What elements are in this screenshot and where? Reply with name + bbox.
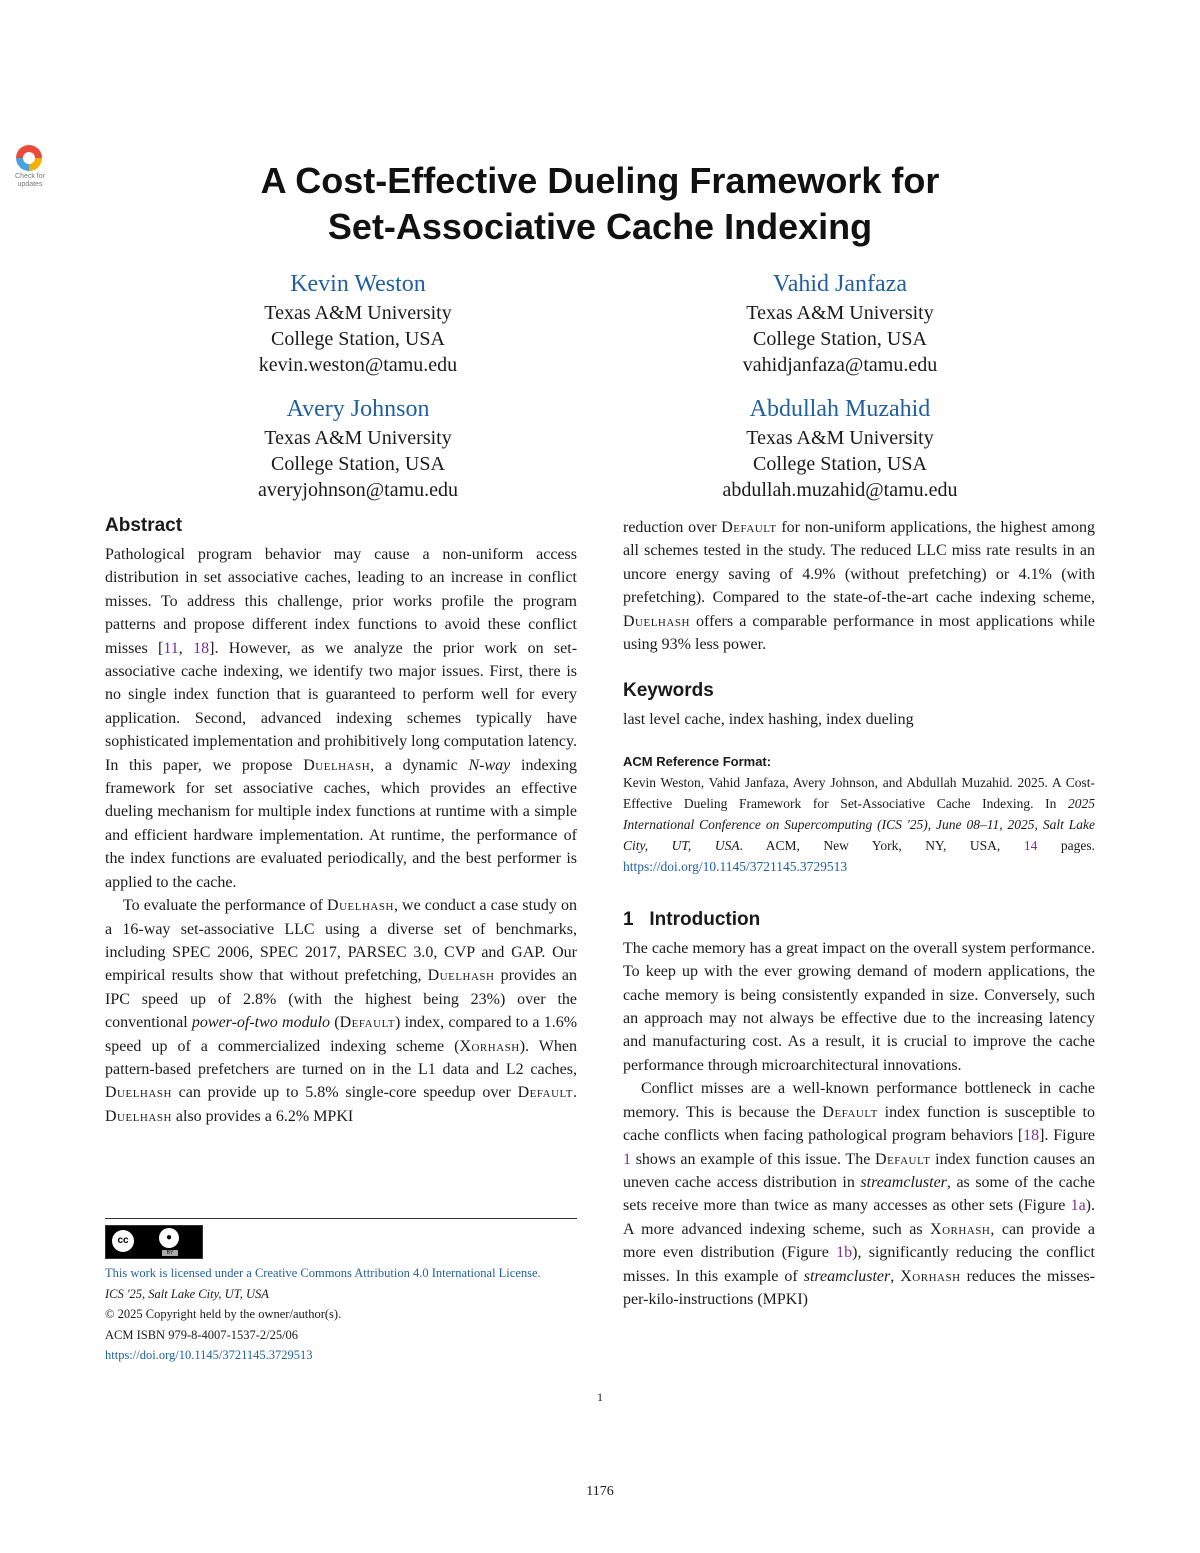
introduction-heading: 1 Introduction (623, 908, 761, 930)
citation-link[interactable]: 18 (193, 639, 210, 657)
license-isbn: ACM ISBN 979-8-4007-1537-2/25/06 (105, 1327, 299, 1342)
pages-link[interactable]: 14 (1023, 837, 1038, 853)
author-email[interactable]: vahidjanfaza@tamu.edu (742, 354, 938, 376)
author-block (148, 393, 568, 503)
author-name: Vahid Janfaza (773, 271, 907, 297)
citation-link[interactable]: 18 (1023, 1127, 1040, 1145)
duelhash-term: Duelhash (303, 756, 371, 774)
paper-title-line1: A Cost-Effective Dueling Framework for (260, 160, 940, 201)
license-footnote (105, 1263, 577, 1366)
author-block (630, 268, 1050, 378)
license-link[interactable]: This work is licensed under a Creative Commons Attribution 4.0 International License. (105, 1266, 541, 1280)
abstract-paragraph-1: Pathological program behavior may cause a non-uniform access distribution in set associative caches, leading to an increase in conflict misses. To address this challenge, prior works profile the program patterns and propose different index functions to avoid these conflict misses [11, 18]. However, as we analyze the prior work on set-associative cache indexing, we identify two major issues. First, there is no single index function that is guaranteed to perform well for every application. Second, advanced indexing schemes typically have sophisticated implementation and prohibitively long computation latency. In this paper, we propose Duelhash, a dynamic N-way indexing framework for set associative caches, which provides an effective dueling mechanism for multiple index functions at runtime with a simple and efficient hardware implementation. At runtime, the performance of the index functions are evaluated periodically, and the best performer is applied to the cache. (105, 546, 578, 891)
cc-icon: cc (112, 1230, 134, 1252)
author-affiliation: Texas A&M University (264, 427, 452, 449)
author-name: Kevin Weston (290, 271, 426, 297)
badge-label: Check for updates (15, 173, 45, 188)
intro-paragraph-2: Conflict misses are a well-known performance bottleneck in cache memory. This is because the Default index function is susceptible to cache conflicts when facing pathological program behaviors [18]. Figure 1 shows an example of this issue. The Default index function causes an uneven cache access distribution in streamcluster, as some of the cache sets receive more than twice as many accesses as other sets (Figure 1a). A more advanced indexing scheme, such as Xorhash, can provide a more even distribution (Figure 1b), significantly reducing the conflict misses. In this example of streamcluster, Xorhash reduces the misses-per-kilo-instructions (MPKI) (623, 1080, 1096, 1308)
keywords-heading: Keywords (623, 680, 714, 702)
author-location: College Station, USA (753, 453, 927, 475)
author-block (148, 268, 568, 378)
author-email[interactable]: averyjohnson@tamu.edu (257, 479, 459, 501)
figure-link[interactable]: 1a (1070, 1197, 1086, 1215)
paper-title-line2: Set-Associative Cache Indexing (327, 206, 873, 247)
abstract-continuation: reduction over Default for non-uniform applications, the highest among all schemes tested in the study. The reduced LLC miss rate results in an uncore energy saving of 4.9% (without prefetching) or 4.1% (with prefetching). Compared to the state-of-the-art cache indexing scheme, Duelhash offers a comparable performance in most applications while using 93% less power. (623, 519, 1095, 654)
author-affiliation: Texas A&M University (264, 302, 452, 324)
attribution-icon: ● (159, 1228, 179, 1248)
right-column (623, 516, 1095, 1311)
author-name: Abdullah Muzahid (749, 396, 931, 422)
inner-page-number: 1 (597, 1390, 603, 1404)
citation-link[interactable]: 11 (163, 639, 179, 657)
cc-by-license-icon[interactable] (105, 1225, 203, 1259)
abstract-heading: Abstract (105, 515, 183, 536)
acm-reference-text: Kevin Weston, Vahid Janfaza, Avery Johnson, and Abdullah Muzahid. 2025. A Cost-Effective Dueling Framework for Set-Associative Cache Indexing. In 2025 International Conference on Supercomputing (ICS '25), June 08–11, 2025, Salt Lake City, UT, USA. ACM, New York, NY, USA, 14 pages. https://doi.org/10.1145/3721145.3729513 (623, 774, 1095, 874)
author-name: Avery Johnson (286, 396, 430, 422)
abstract-paragraph-2: To evaluate the performance of Duelhash, we conduct a case study on a 16-way set-associative LLC using a diverse set of benchmarks, including SPEC 2006, SPEC 2017, PARSEC 3.0, CVP and GAP. Our empirical results show that without prefetching, Duelhash provides an IPC speed up of 2.8% (with the highest being 23%) over the conventional power-of-two modulo (Default) index, compared to a 1.6% speed up of a commercialized indexing scheme (Xorhash). When pattern-based prefetchers are turned on in the L1 data and L2 caches, Duelhash can provide up to 5.8% single-core speedup over Default. Duelhash also provides a 6.2% MPKI (105, 897, 578, 1125)
author-affiliation: Texas A&M University (746, 302, 934, 324)
license-doi-link[interactable]: https://doi.org/10.1145/3721145.3729513 (105, 1348, 313, 1362)
by-label: BY (162, 1250, 178, 1256)
intro-paragraph-1: The cache memory has a great impact on the overall system performance. To keep up with the ever growing demand of modern applications, the cache memory is being consistently expanded in size. Conversely, such an approach may not always be effective due to the increasing latency and manufacturing cost. As a result, it is crucial to improve the cache performance through microarchitectural innovations. (623, 939, 1095, 1074)
author-location: College Station, USA (271, 328, 445, 350)
keywords-text: last level cache, index hashing, index dueling (623, 711, 914, 729)
author-email[interactable]: abdullah.muzahid@tamu.edu (722, 479, 958, 501)
abstract-section (105, 513, 577, 1128)
author-affiliation: Texas A&M University (746, 427, 934, 449)
author-location: College Station, USA (753, 328, 927, 350)
figure-link[interactable]: 1 (623, 1150, 631, 1168)
license-conference: ICS '25, Salt Lake City, UT, USA (105, 1286, 269, 1301)
author-location: College Station, USA (271, 453, 445, 475)
author-email[interactable]: kevin.weston@tamu.edu (258, 354, 458, 376)
footnote-rule (105, 1218, 577, 1219)
license-copyright: © 2025 Copyright held by the owner/author(s). (105, 1307, 342, 1321)
figure-link[interactable]: 1b (836, 1244, 853, 1262)
outer-page-number: 1176 (586, 1484, 614, 1499)
doi-link[interactable]: https://doi.org/10.1145/3721145.3729513 (623, 858, 848, 874)
author-block (630, 393, 1050, 503)
acm-reference-heading: ACM Reference Format: (623, 753, 772, 769)
